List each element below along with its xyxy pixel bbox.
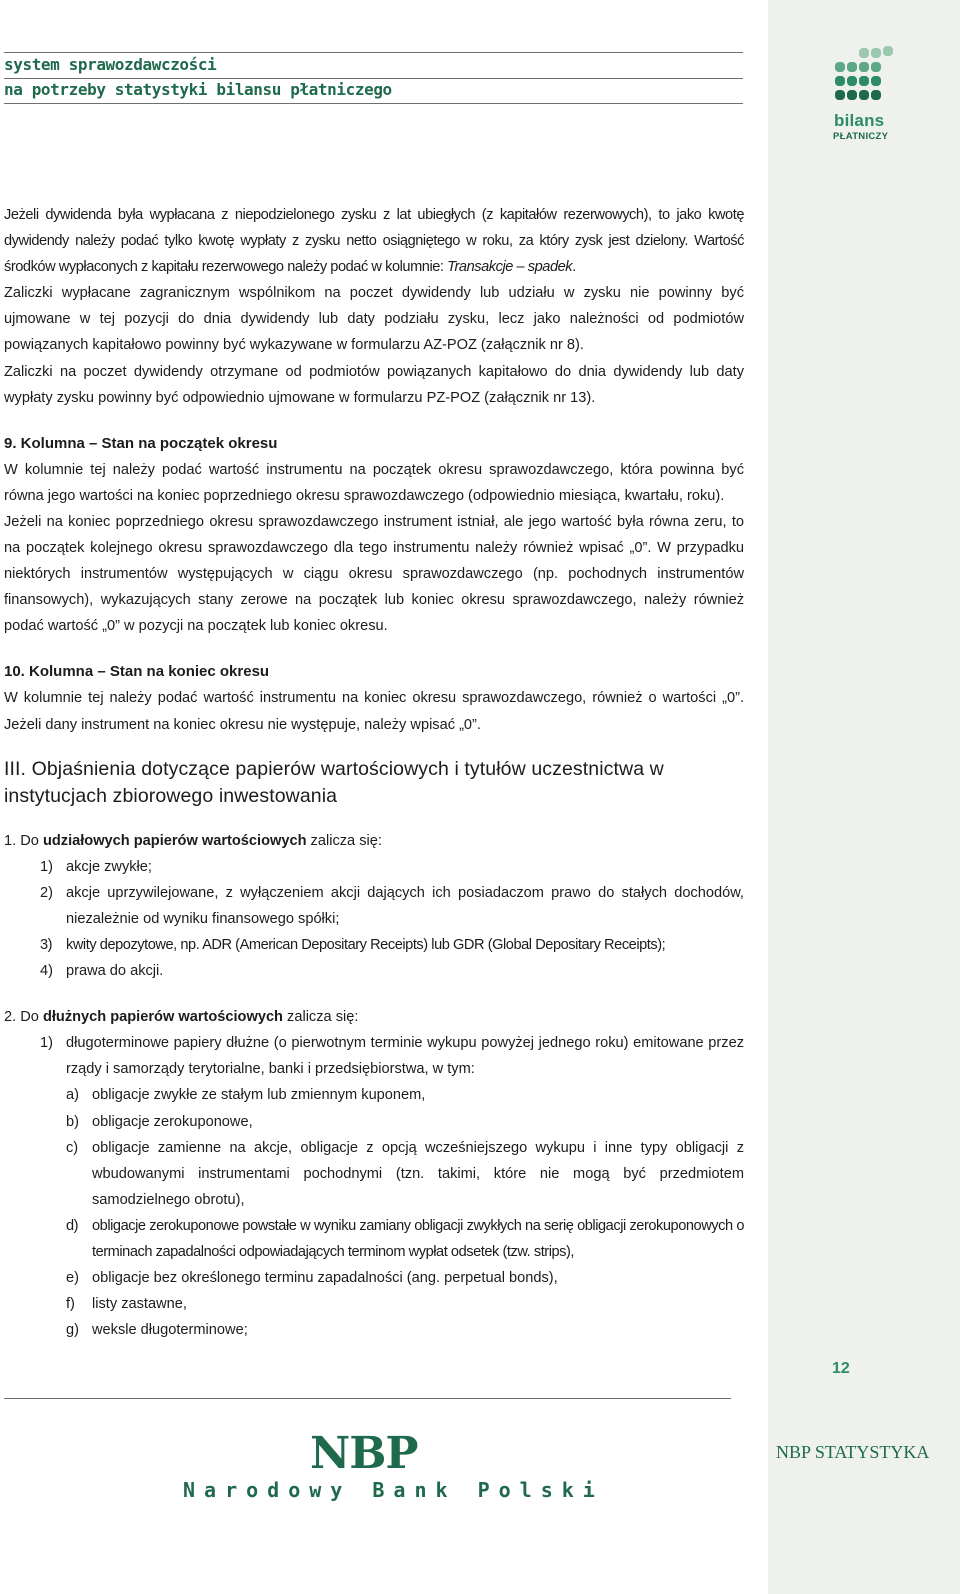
sub-list-item-letter: d) [66,1217,79,1234]
chapter-heading-iii: III. Objaśnienia dotyczące papierów wartościowych i tytułów uczestnictwa w instytucjach zbiorowego inwestowania [4,757,664,807]
right-sidebar [768,0,960,1594]
nbp-logo-text: NBP [310,1428,418,1479]
bank-name: Narodowy Bank Polski [183,1478,604,1502]
sub-list-item-letter: g) [66,1322,79,1339]
list-item-text: akcje zwykłe; [66,858,152,875]
sub-list-item-text: weksle długoterminowe; [92,1322,248,1339]
equity-securities-list [4,854,744,984]
debt-securities-list [4,1030,744,1343]
logo-subtitle: PŁATNICZY [833,131,889,142]
list-item-number: 3) [40,936,53,953]
debt-securities-term: dłużnych papierów wartościowych [42,1009,283,1026]
header-rule-top [4,52,743,53]
list-item-text: akcje uprzywilejowane, z wyłączeniem akcji dających ich posiadaczom prawo do stałych dochodów, niezależnie od wyniku finansowego spółki; [66,884,744,927]
list-item-number: 4) [40,963,53,980]
sub-list-item-letter: b) [66,1113,79,1130]
paragraph-zero-value: Jeżeli na koniec poprzedniego okresu sprawozdawczego instrument istniał, ale jego wartość była równa zeru, to na początek kolejnego okresu sprawozdawczego dla tego instrumentu należy również wpisać „0”. W przypadku niektórych instrumentów występujących w ciągu okresu sprawozdawczego (np. pochodnych instrumentów finansowych), wykazujących stany zerowe na początek lub koniec okresu sprawozdawczego, należy również podać wartość „0” w pozycji na początek lub koniec okresu. [4,513,744,635]
sub-list-item-letter: e) [66,1270,79,1287]
sub-list-item-letter: a) [66,1087,79,1104]
paragraph-advances-received: Zaliczki na poczet dywidendy otrzymane od podmiotów powiązanych kapitałowo do dnia dywidendy lub daty wypłaty zysku powinny być odpowiednio ujmowane w formularzu PZ-POZ (załącznik nr 13). [4,363,744,406]
debt-intro-prefix: 2. Do [4,1009,43,1026]
section-heading-10: 10. Kolumna – Stan na koniec okresu [4,663,270,681]
list-item [4,932,744,958]
series-name: NBP STATYSTYKA [776,1442,930,1462]
document-body [4,202,744,1343]
page-number: 12 [832,1360,850,1377]
header-title-line-1: system sprawozdawczości [4,55,217,74]
sub-list-item-text: listy zastawne, [92,1296,187,1313]
paragraph-advances-paid: Zaliczki wypłacane zagranicznym wspólnikom na poczet dywidendy lub udziału w zysku nie powinny być ujmowane w tej pozycji do dnia dywidendy lub daty podziału zysku, lecz jako należności od podmiotów powiązanych kapitałowo powinny być wykazywane w formularzu AZ-POZ (załącznik nr 8). [4,285,744,354]
list-item-text: prawa do akcji. [66,963,164,980]
debt-intro-suffix: zalicza się: [282,1009,359,1026]
equity-intro-suffix: zalicza się: [306,832,382,849]
paragraph-dividend-text: Jeżeli dywidenda była wypłacana z niepodzielonego zysku z lat ubiegłych (z kapitałów rezerwowych), to jako kwotę dywidendy należy podać tylko kwotę wypłaty z zysku netto osiągniętego w roku, za który zysk jest dzielony. Wartość środków wypłaconych z kapitału rezerwowego należy podać w kolumnie: [4,207,744,276]
paragraph-dividend-end: . [572,259,576,276]
header-title-line-2: na potrzeby statystyki bilansu płatniczego [4,80,392,99]
sub-list-item-text: obligacje zerokuponowe powstałe w wyniku zamiany obligacji zwykłych na serię obligacji zerokuponowych o terminach zapadalności odpowiadających terminom wypłat odsetek (tzw. strips), [92,1217,744,1260]
bilans-platniczy-logo [835,46,895,104]
sub-list-item-letter: f) [66,1296,75,1313]
list-item-text: kwity depozytowe, np. ADR (American Depositary Receipts) lub GDR (Global Depositary Receipts); [66,936,666,953]
paragraph-opening-balance: W kolumnie tej należy podać wartość instrumentu na początek okresu sprawozdawczego, która powinna być równa jego wartości na koniec poprzedniego okresu sprawozdawczego (odpowiednio miesiąca, kwartału, roku). [4,461,744,504]
paragraph-closing-balance: W kolumnie tej należy podać wartość instrumentu na koniec okresu sprawozdawczego, również o wartości „0”. Jeżeli dany instrument na koniec okresu nie występuje, należy wpisać „0”. [4,690,744,733]
list-item-number: 1) [40,858,53,875]
logo-word: bilans [834,111,885,130]
sub-list-item [4,1265,744,1291]
sub-list-item [4,1291,744,1317]
sub-list-item-text: obligacje zerokuponowe, [92,1113,253,1130]
equity-securities-intro [4,828,744,854]
header-rule-bottom [4,103,743,104]
sub-list-item [4,1109,744,1135]
equity-intro-prefix: 1. Do [4,832,43,849]
list-item-text: długoterminowe papiery dłużne (o pierwotnym terminie wykupu powyżej jednego roku) emitowane przez rządy i samorządy terytorialne, banki i przedsiębiorstwa, w tym: [66,1035,744,1078]
footer-rule [4,1398,731,1399]
sub-list-item [4,1082,744,1108]
sub-list-item-text: obligacje zwykłe ze stałym lub zmiennym kuponem, [92,1087,426,1104]
list-item [4,958,744,984]
section-heading-9: 9. Kolumna – Stan na początek okresu [4,434,278,452]
paragraph-dividend [4,202,744,280]
list-item-number: 2) [40,884,53,901]
sub-list-item-letter: c) [66,1139,79,1156]
sub-list-item-text: obligacje bez określonego terminu zapadalności (ang. perpetual bonds), [92,1270,558,1287]
column-name-transakcje-spadek: Transakcje – spadek [447,259,573,276]
sub-list-item [4,1135,744,1213]
sub-list-item [4,1317,744,1343]
header-rule-middle [4,78,743,79]
sub-list-item-text: obligacje zamienne na akcje, obligacje z opcją wcześniejszego wykupu i inne typy obligacji z wbudowanymi instrumentami pochodnymi (tzn. takimi, które nie mogą być przedmiotem samodzielnego obrotu), [92,1139,744,1208]
list-item [4,854,744,880]
list-item [4,1030,744,1082]
sub-list-item [4,1213,744,1265]
debt-securities-intro [4,1004,744,1030]
list-item-number: 1) [40,1035,53,1052]
list-item [4,880,744,932]
equity-securities-term: udziałowych papierów wartościowych [42,832,307,849]
